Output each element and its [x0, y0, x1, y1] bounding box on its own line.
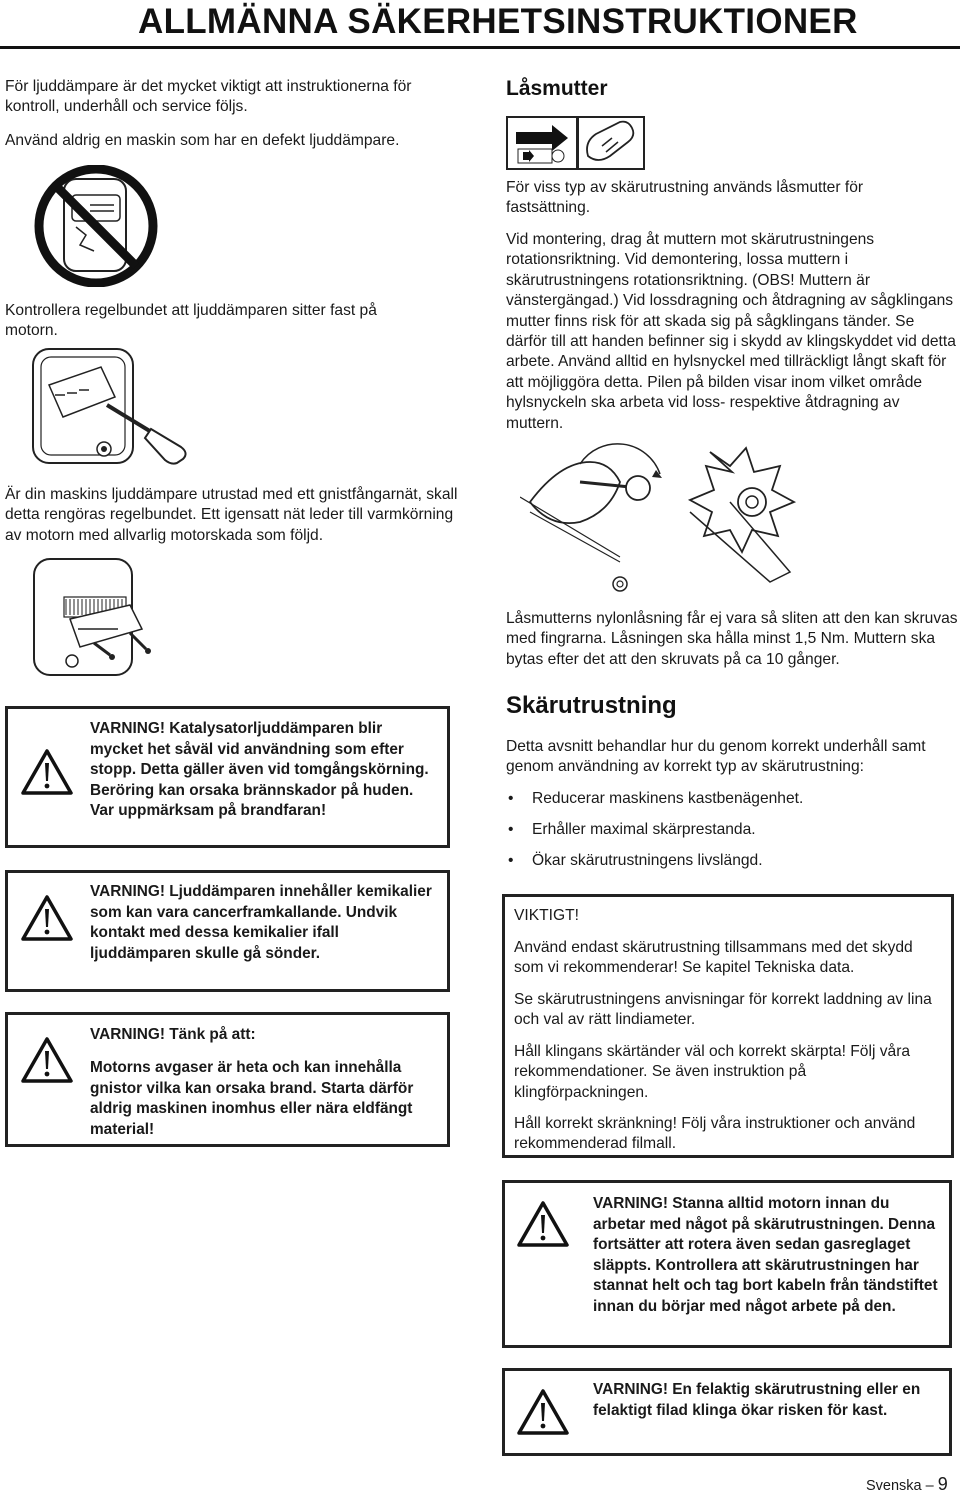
warning-triangle-icon — [517, 1201, 569, 1247]
left-paragraph-1: För ljuddämpare är det mycket viktigt att instruktionerna för kontroll, underhåll och service följs. — [5, 78, 412, 116]
heading-cutting-equipment: Skärutrustning — [506, 692, 677, 719]
muffler-screwdriver-illustration — [25, 345, 200, 470]
warning-triangle-icon — [21, 749, 73, 795]
right-paragraph-3: Låsmutterns nylonlåsning får ej vara så sliten att den kan skruvas med fingrarna. Låsningen ska hålla minst 1,5 Nm. Muttern ska bytas efter det att den skruvats på ca 10 gånger. — [506, 610, 958, 668]
important-item: Se skärutrustningens anvisningar för korrekt laddning av lina och val av rätt lindiameter. — [514, 991, 932, 1029]
left-paragraph-3: Kontrollera regelbundet att ljuddämparen sitter fast på motorn. — [5, 302, 377, 340]
warning-box-catalyst — [5, 706, 450, 848]
warning-text: VARNING! Stanna alltid motorn innan du arbetar med något på skärutrustningen. Denna fortsätter att rotera även sedan gasreglaget släppts. Kontrollera att skärutrustningen har stannat helt och tag bort kabeln från tändstiftet innan du börjar med något arbete på den. — [593, 1195, 938, 1315]
important-item: Använd endast skärutrustning tillsammans med det skydd som vi rekommenderar! Se kapitel Tekniska data. — [514, 939, 913, 977]
left-paragraph-2: Använd aldrig en maskin som har en defekt ljuddämpare. — [5, 132, 400, 149]
prohibited-muffler-illustration — [30, 165, 162, 287]
important-box — [502, 894, 954, 1158]
warning-triangle-icon — [21, 895, 73, 941]
warning-text: VARNING! En felaktig skärutrustning eller en felaktigt filad klinga ökar risken för kast. — [593, 1381, 921, 1419]
warning-box-stop-engine — [502, 1180, 952, 1348]
important-title: VIKTIGT! — [514, 907, 579, 924]
heading-locknut: Låsmutter — [506, 77, 608, 100]
benefits-list — [506, 789, 956, 882]
important-item: Håll korrekt skränkning! Följ våra instruktioner och använd rekommenderad filmall. — [514, 1115, 916, 1153]
right-paragraph-1: För viss typ av skärutrustning används låsmutter för fastsättning. — [506, 179, 864, 217]
right-paragraph-4: Detta avsnitt behandlar hur du genom korrekt underhåll samt genom användning av korrekt typ av skärutrustning: — [506, 738, 926, 776]
spark-arrestor-illustration — [30, 553, 165, 683]
warning-box-exhaust — [5, 1012, 450, 1147]
footer-separator: – — [925, 1478, 934, 1494]
list-item: • Reducerar maskinens kastbenägenhet. — [506, 789, 956, 809]
warning-text: VARNING! Katalysatorljuddämparen blir mycket het såväl vid användning som efter stopp. Detta gäller även vid tomgångskörning. Beröring kan orsaka brännskador på huden. Var uppmärksam på brandfaran! — [90, 720, 429, 820]
list-item: • Erhåller maximal skärprestanda. — [506, 820, 956, 840]
page-number: 9 — [937, 1474, 948, 1494]
locknut-symbols — [506, 116, 646, 170]
title-rule — [0, 46, 960, 49]
warning-triangle-icon — [517, 1389, 569, 1435]
important-item: Håll klingans skärtänder väl och korrekt skärpta! Följ våra rekommendationer. Se även instruktion på klingförpackningen. — [514, 1043, 911, 1101]
right-paragraph-2: Vid montering, drag åt muttern mot skärutrustningens rotationsriktning. Vid demontering, lossa muttern i skärutrustningens rotationsriktning. (OBS! Muttern är vänstergängad.) Vid lossdragning och åtdragning av sågklingans mutter finns risk för att skada sig på sågklingans tänder. Se därför till att handen befinner sig i skydd av klingskyddet vid detta arbete. Använd alltid en hylsnyckel med tillräckligt långt skaft för att möjliggöra detta. Pilen på bilden visar inom vilket område hylsnyckeln ska arbeta vid loss- respektive åtdragning av muttern. — [506, 231, 956, 432]
left-paragraph-4: Är din maskins ljuddämpare utrustad med ett gnistfångarnät, skall detta rengöras regelbundet. Ett igensatt nät leder till varmkörning av motorn med allvarlig motorskada som följd. — [5, 486, 458, 544]
warning-box-kickback — [502, 1368, 952, 1456]
blade-locknut-illustration — [520, 442, 820, 602]
warning-box-chemicals — [5, 870, 450, 992]
warning-text: VARNING! Ljuddämparen innehåller kemikalier som kan vara cancerframkallande. Undvik kontakt med dessa kemikalier ifall ljuddämparen skulle gå sönder. — [90, 883, 432, 962]
footer-language: Svenska — [866, 1478, 922, 1494]
warning-text: Motorns avgaser är heta och kan innehålla gnistor vilka kan orsaka brand. Starta därför aldrig maskinen inomhus eller nära eldfängt material! — [90, 1059, 414, 1138]
warning-triangle-icon — [21, 1037, 73, 1083]
warning-heading: VARNING! Tänk på att: — [90, 1026, 256, 1043]
list-item: • Ökar skärutrustningens livslängd. — [506, 851, 956, 871]
page-title: ALLMÄNNA SÄKERHETSINSTRUKTIONER — [138, 2, 858, 41]
